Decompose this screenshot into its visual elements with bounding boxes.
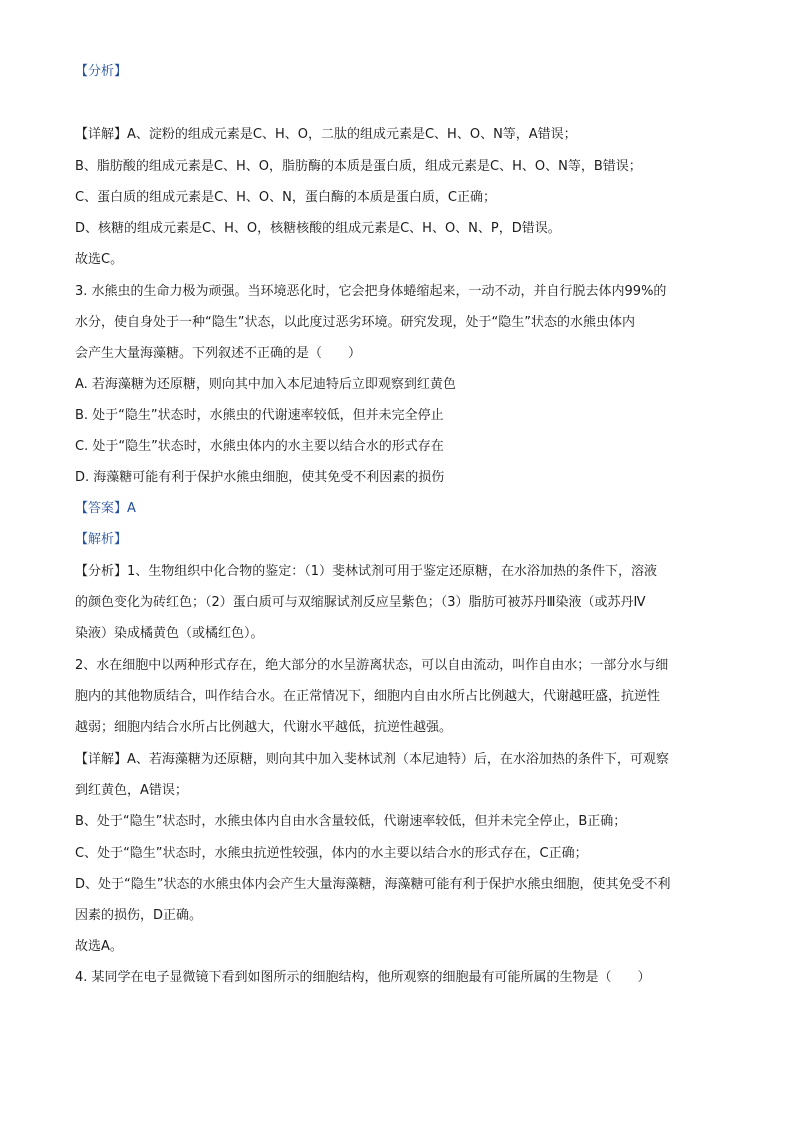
option-d: D. 海藻糖可能有利于保护水熊虫细胞，使其免受不利因素的损伤: [75, 470, 445, 485]
text-line: 越弱；细胞内结合水所占比例越大，代谢水平越低，抗逆性越强。: [75, 720, 453, 735]
text-line: 染液）染成橘黄色（或橘红色）。: [75, 626, 264, 641]
text-line: 【详解】A、若海藻糖为还原糖，则向其中加入斐林试剂（本尼迪特）后，在水浴加热的条件下，可观察: [75, 752, 669, 767]
text-line: 胞内的其他物质结合，叫作结合水。在正常情况下，细胞内自由水所占比例越大，代谢越旺盛，抗逆性: [75, 689, 661, 704]
question-stem: 4. 某同学在电子显微镜下看到如图所示的细胞结构，他所观察的细胞最有可能所属的生物是（ ）: [75, 970, 651, 985]
text-line: [75, 62, 127, 82]
text-line: [75, 530, 127, 550]
text-line: 【分析】1、生物组织中化合物的鉴定：（1）斐林试剂可用于鉴定还原糖，在水浴加热的条件下，溶液: [75, 564, 658, 579]
question-stem: 水分，使自身处于一种“隐生”状态，以此度过恶劣环境。研究发现，处于“隐生”状态的水熊虫体内: [75, 315, 635, 330]
option-a: A. 若海藻糖为还原糖，则向其中加入本尼迪特后立即观察到红黄色: [75, 377, 456, 392]
analysis-label: 【解析】: [75, 532, 128, 547]
text-line: D、核糖的组成元素是C、H、O，核糖核酸的组成元素是C、H、O、N、P，D错误。: [75, 221, 561, 236]
answer-label: 【答案】A: [75, 501, 136, 516]
text-line: C、蛋白质的组成元素是C、H、O、N，蛋白酶的本质是蛋白质，C正确；: [75, 190, 496, 205]
option-b: B. 处于“隐生”状态时，水熊虫的代谢速率较低，但并未完全停止: [75, 408, 444, 423]
text-line: 故选A。: [75, 939, 123, 954]
text-line: B、脂肪酸的组成元素是C、H、O，脂肪酶的本质是蛋白质，组成元素是C、H、O、N等，B错误；: [75, 159, 642, 174]
text-line: D、处于“隐生”状态的水熊虫体内会产生大量海藻糖，海藻糖可能有利于保护水熊虫细胞，使其免受不利: [75, 877, 671, 892]
text-line: B、处于“隐生”状态时，水熊虫体内自由水含量较低，代谢速率较低，但并未完全停止，B正确；: [75, 814, 627, 829]
section-label: 【分析】: [75, 64, 128, 79]
text-line: 因素的损伤，D正确。: [75, 908, 203, 923]
text-line: [75, 499, 136, 519]
option-c: C. 处于“隐生”状态时，水熊虫体内的水主要以结合水的形式存在: [75, 439, 444, 454]
text-line: C、处于“隐生”状态时，水熊虫抗逆性较强，体内的水主要以结合水的形式存在，C正确；: [75, 846, 588, 861]
text-line: 的颜色变化为砖红色；（2）蛋白质可与双缩脲试剂反应呈紫色；（3）脂肪可被苏丹Ⅲ染液（或苏丹Ⅳ: [75, 595, 646, 610]
text-line: 到红黄色，A错误；: [75, 783, 188, 798]
question-stem: 会产生大量海藻糖。下列叙述不正确的是（ ）: [75, 346, 362, 361]
text-line: 故选C。: [75, 252, 124, 267]
text-line: 【详解】A、淀粉的组成元素是C、H、O，二肽的组成元素是C、H、O、N等，A错误；: [75, 127, 577, 142]
question-stem: 3. 水熊虫的生命力极为顽强。当环境恶化时，它会把身体蜷缩起来，一动不动，并自行脱去体内99%的: [75, 284, 667, 299]
text-line: 2、水在细胞中以两种形式存在，绝大部分的水呈游离状态，可以自由流动，叫作自由水；一部分水与细: [75, 658, 669, 673]
